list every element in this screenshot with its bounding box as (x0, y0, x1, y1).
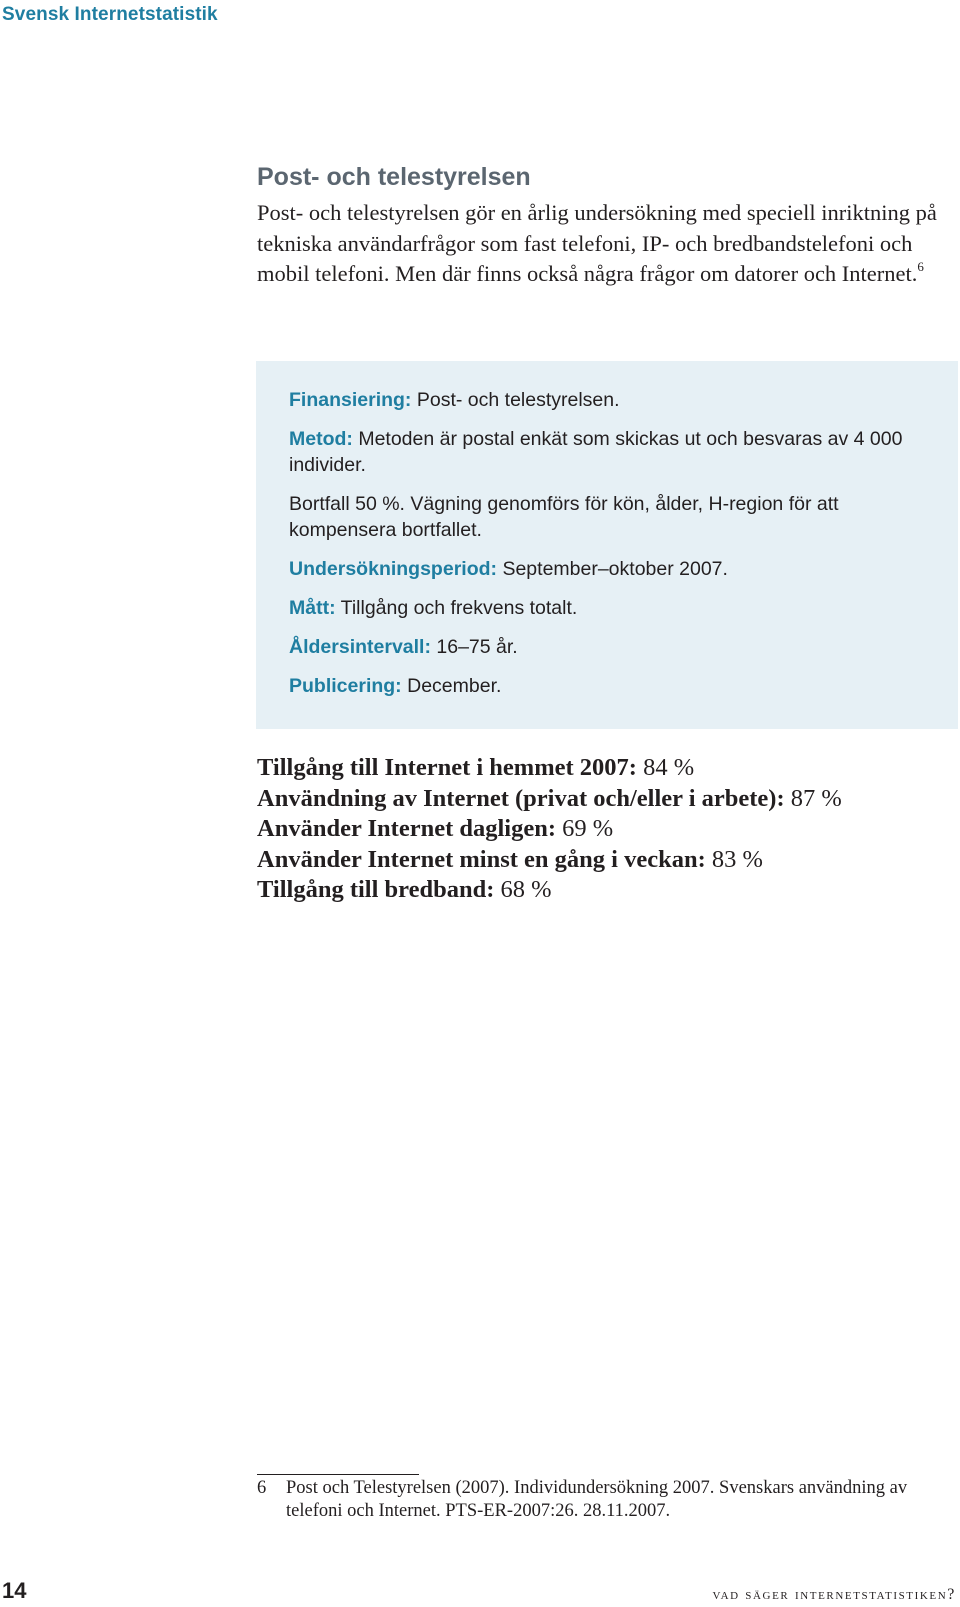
fact-row-metod (289, 426, 918, 478)
fact-label: Metod: (289, 428, 353, 450)
fact-label: Mått: (289, 597, 336, 619)
section-post-och-telestyrelsen (257, 160, 957, 290)
stat-row (257, 845, 842, 876)
fact-row-bortfall (289, 491, 918, 543)
fact-text: Bortfall 50 %. Vägning genomförs för kön, ålder, H-region för att kompensera bortfallet. (289, 493, 839, 541)
stat-row (257, 814, 842, 845)
section-title: Post- och telestyrelsen (257, 163, 531, 191)
fact-text: Tillgång och frekvens totalt. (340, 597, 578, 619)
footnote-number: 6 (257, 1478, 267, 1498)
section-body-text: Post- och telestyrelsen gör en årlig undersökning med speciell inriktning på tekniska användarfrågor som fast telefoni, IP- och bredbandstelefoni och mobil telefoni. Men där finns också några frågor om datorer och Internet. (257, 200, 937, 286)
fact-text: Post- och telestyrelsen. (416, 389, 620, 411)
fact-row-aldersintervall (289, 634, 918, 660)
stat-label: Tillgång till bredband: (257, 876, 495, 903)
fact-text: 16–75 år. (436, 636, 518, 658)
stat-label: Användning av Internet (privat och/eller i arbete): (257, 784, 785, 812)
stat-label: Använder Internet minst en gång i veckan: (257, 845, 706, 873)
stats-list (257, 753, 842, 906)
fact-text: Metoden är postal enkät som skickas ut och besvaras av 4 000 individer. (289, 428, 903, 476)
fact-label: Åldersintervall: (289, 636, 431, 658)
footnote-divider (257, 1474, 419, 1475)
footnote-reference[interactable]: 6 (917, 259, 924, 274)
stat-row (257, 784, 842, 815)
stat-value: 69 % (562, 815, 614, 842)
stat-value: 68 % (500, 876, 552, 903)
fact-row-publicering (289, 673, 918, 699)
section-body (257, 198, 957, 290)
fact-text: December. (407, 675, 502, 697)
page-number: 14 (2, 1578, 27, 1603)
stat-label: Använder Internet dagligen: (257, 815, 557, 842)
fact-label: Undersökningsperiod: (289, 558, 498, 580)
running-footer: vad säger internetstatistiken? (712, 1586, 956, 1603)
fact-row-matt (289, 595, 918, 621)
stat-row (257, 875, 842, 906)
stat-value: 87 % (790, 784, 842, 812)
footnote (257, 1477, 957, 1523)
stat-label: Tillgång till Internet i hemmet 2007: (257, 754, 637, 781)
footnote-text: Post och Telestyrelsen (2007). Individundersökning 2007. Svenskars användning av telefoni och Internet. PTS-ER-2007:26. 28.11.2007. (286, 1478, 908, 1521)
fact-label: Finansiering: (289, 389, 412, 411)
fact-row-finansiering (289, 387, 918, 413)
stat-value: 84 % (643, 754, 695, 781)
running-header: Svensk Internetstatistik (2, 4, 218, 25)
fact-label: Publicering: (289, 675, 402, 697)
stat-value: 83 % (711, 845, 763, 873)
stat-row (257, 753, 842, 784)
fact-box (256, 361, 958, 729)
fact-row-undersokningsperiod (289, 556, 918, 582)
fact-text: September–oktober 2007. (502, 558, 728, 580)
